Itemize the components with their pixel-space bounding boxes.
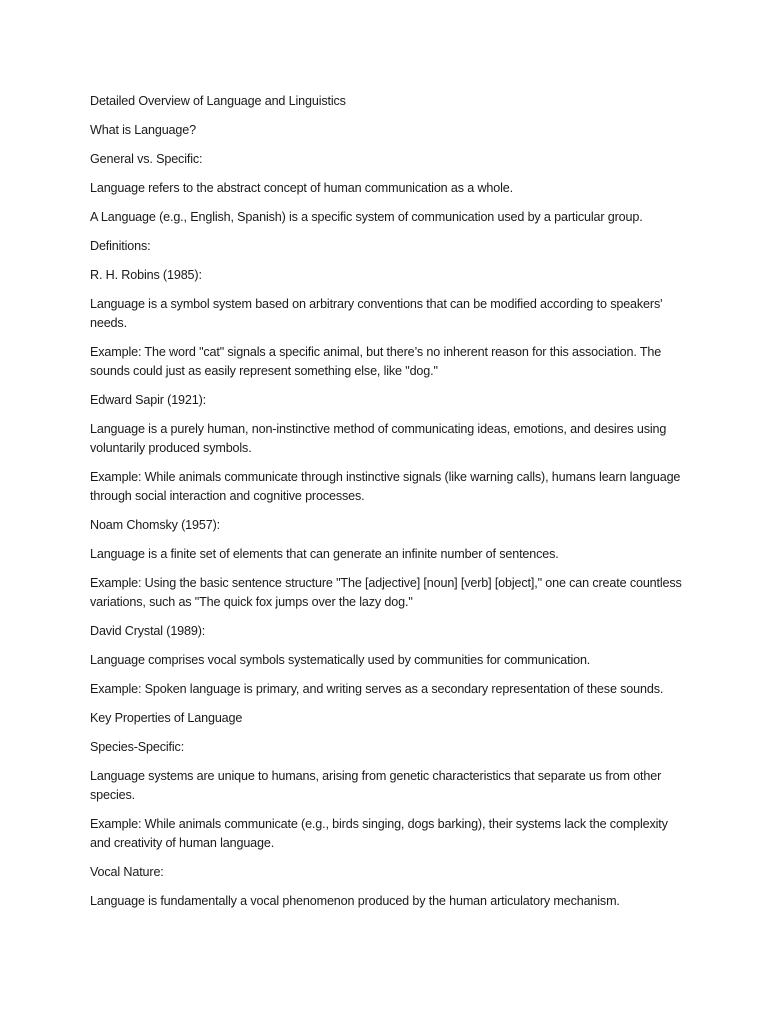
definition-text: Language is a finite set of elements that can generate an infinite number of sentences.: [90, 547, 559, 561]
example-text: Example: While animals communicate through instinctive signals (like warning calls), humans learn language through social interaction and cognitive processes.: [90, 470, 681, 503]
example-text: Example: Using the basic sentence structure "The [adjective] [noun] [verb] [object]," one can create countless variations, such as "The quick fox jumps over the lazy dog.": [90, 576, 682, 609]
definition-text: Language is a purely human, non-instinctive method of communicating ideas, emotions, and desires using voluntarily produced symbols.: [90, 422, 667, 455]
paragraph: Language systems are unique to humans, arising from genetic characteristics that separate us from other species.: [90, 769, 662, 802]
section-heading: What is Language?: [90, 123, 196, 137]
definition-author: David Crystal (1989):: [90, 624, 206, 638]
subheading: Species-Specific:: [90, 740, 185, 754]
definition-text: Language comprises vocal symbols systematically used by communities for communication.: [90, 653, 591, 667]
section-heading: Key Properties of Language: [90, 711, 243, 725]
subheading: Definitions:: [90, 239, 151, 253]
paragraph: A Language (e.g., English, Spanish) is a specific system of communication used by a particular group.: [90, 210, 643, 224]
example-text: Example: The word "cat" signals a specific animal, but there’s no inherent reason for this association. The sounds could just as easily represent something else, like "dog.": [90, 345, 662, 378]
document-page: [90, 92, 690, 921]
definition-author: R. H. Robins (1985):: [90, 268, 202, 282]
definition-author: Edward Sapir (1921):: [90, 393, 207, 407]
example-text: Example: While animals communicate (e.g., birds singing, dogs barking), their systems lack the complexity and creativity of human language.: [90, 817, 668, 850]
definition-author: Noam Chomsky (1957):: [90, 518, 220, 532]
subheading: Vocal Nature:: [90, 865, 164, 879]
example-text: Example: Spoken language is primary, and writing serves as a secondary representation of these sounds.: [90, 682, 664, 696]
paragraph: Language refers to the abstract concept of human communication as a whole.: [90, 181, 513, 195]
subheading: General vs. Specific:: [90, 152, 203, 166]
definition-text: Language is a symbol system based on arbitrary conventions that can be modified according to speakers' needs.: [90, 297, 663, 330]
document-title: Detailed Overview of Language and Linguistics: [90, 94, 346, 108]
paragraph: Language is fundamentally a vocal phenomenon produced by the human articulatory mechanism.: [90, 894, 620, 908]
